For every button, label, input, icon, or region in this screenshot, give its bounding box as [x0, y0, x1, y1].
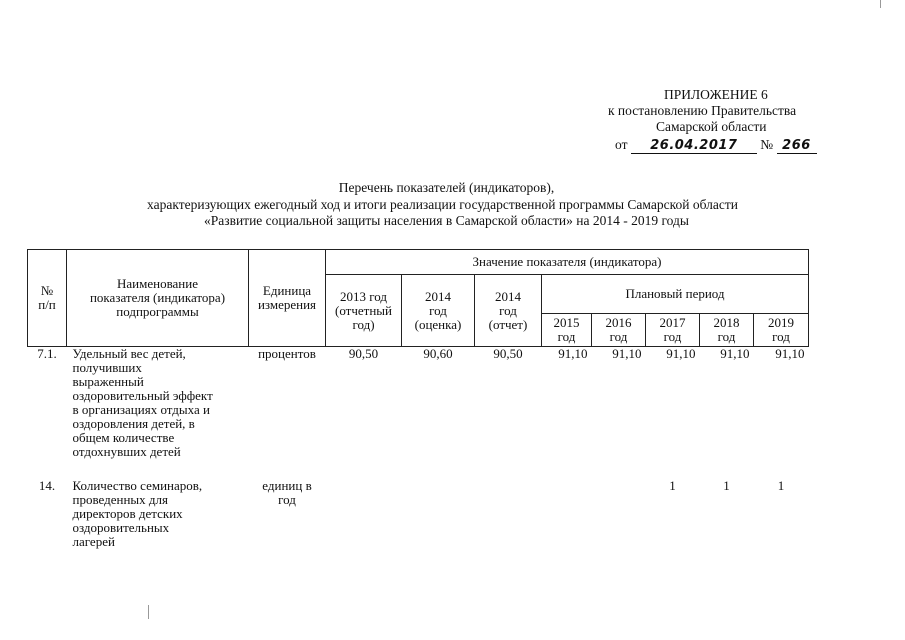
- row-value-2013: [326, 479, 402, 569]
- appendix-region-line: Самарской области: [656, 119, 767, 134]
- row-value-2014-estimate: 90,60: [423, 346, 453, 361]
- header-2018: 2018 год: [700, 314, 754, 347]
- row-name: Количество семинаров, проведенных для директоров детских оздоровительных лагерей: [72, 477, 203, 549]
- handwritten-number: 266: [777, 139, 817, 154]
- handwritten-date: 26.04.2017: [631, 139, 757, 154]
- title-line-2: характеризующих ежегодный ход и итоги реализации государственной программы Самарской области: [147, 196, 738, 212]
- header-value-group: Значение показателя (индикатора): [326, 250, 809, 275]
- header-2015: 2015 год: [542, 314, 592, 347]
- document-title: [0, 180, 905, 230]
- scan-cut-mark: [880, 0, 881, 8]
- header-2014-report: 2014 год (отчет): [475, 275, 542, 347]
- number-label: №: [760, 137, 774, 152]
- row-value-2018: 1: [723, 477, 730, 493]
- row-num: 7.1.: [37, 346, 57, 361]
- table-row: [28, 347, 809, 479]
- row-unit: процентов: [258, 346, 316, 361]
- table-body: [28, 347, 809, 569]
- indicators-table: [27, 249, 809, 569]
- row-value-2017: 91,10: [666, 346, 696, 361]
- row-value-2019: 1: [777, 477, 785, 493]
- header-name: Наименование показателя (индикатора) подпрограммы: [67, 250, 249, 347]
- row-value-2014-report: 90,50: [493, 346, 523, 361]
- row-value-2018: 91,10: [720, 346, 750, 361]
- row-value-2017: 1: [669, 477, 676, 493]
- table-row: [28, 479, 809, 569]
- header-2019: 2019 год: [754, 314, 809, 347]
- header-unit: Единица измерения: [249, 250, 326, 347]
- row-value-2016: [592, 479, 646, 569]
- header-plan-group: Плановый период: [542, 275, 809, 314]
- header-2017: 2017 год: [646, 314, 700, 347]
- row-num: 14.: [38, 477, 56, 493]
- row-value-2014-report: [475, 479, 542, 569]
- title-line-3: «Развитие социальной защиты населения в Самарской области» на 2014 - 2019 годы: [204, 213, 689, 228]
- table-header: [28, 250, 809, 347]
- header-2016: 2016 год: [592, 314, 646, 347]
- row-name: Удельный вес детей, получивших выраженный оздоровительный эффект в организациях отдыха и оздоровления детей, в общем количестве отдохнувших детей: [72, 346, 213, 459]
- header-2014-estimate: 2014 год (оценка): [402, 275, 475, 347]
- scan-cut-mark: [148, 605, 149, 619]
- appendix-title: ПРИЛОЖЕНИЕ 6: [664, 87, 768, 102]
- row-value-2014-estimate: [402, 479, 475, 569]
- row-value-2015: 91,10: [558, 346, 588, 361]
- title-line-1: Перечень показателей (индикаторов),: [338, 180, 555, 195]
- row-value-2016: 91,10: [612, 346, 642, 361]
- appendix-resolution-line: к постановлению Правительства: [608, 103, 797, 118]
- row-unit: единиц в год: [262, 477, 312, 507]
- row-value-2015: [542, 479, 592, 569]
- appendix-date-number-line: [615, 136, 817, 154]
- header-2013: 2013 год (отчетный год): [326, 275, 402, 347]
- row-value-2019: 91,10: [775, 346, 805, 361]
- from-label: от: [615, 137, 628, 152]
- row-value-2013: 90,50: [348, 346, 379, 361]
- header-num: № п/п: [28, 250, 67, 347]
